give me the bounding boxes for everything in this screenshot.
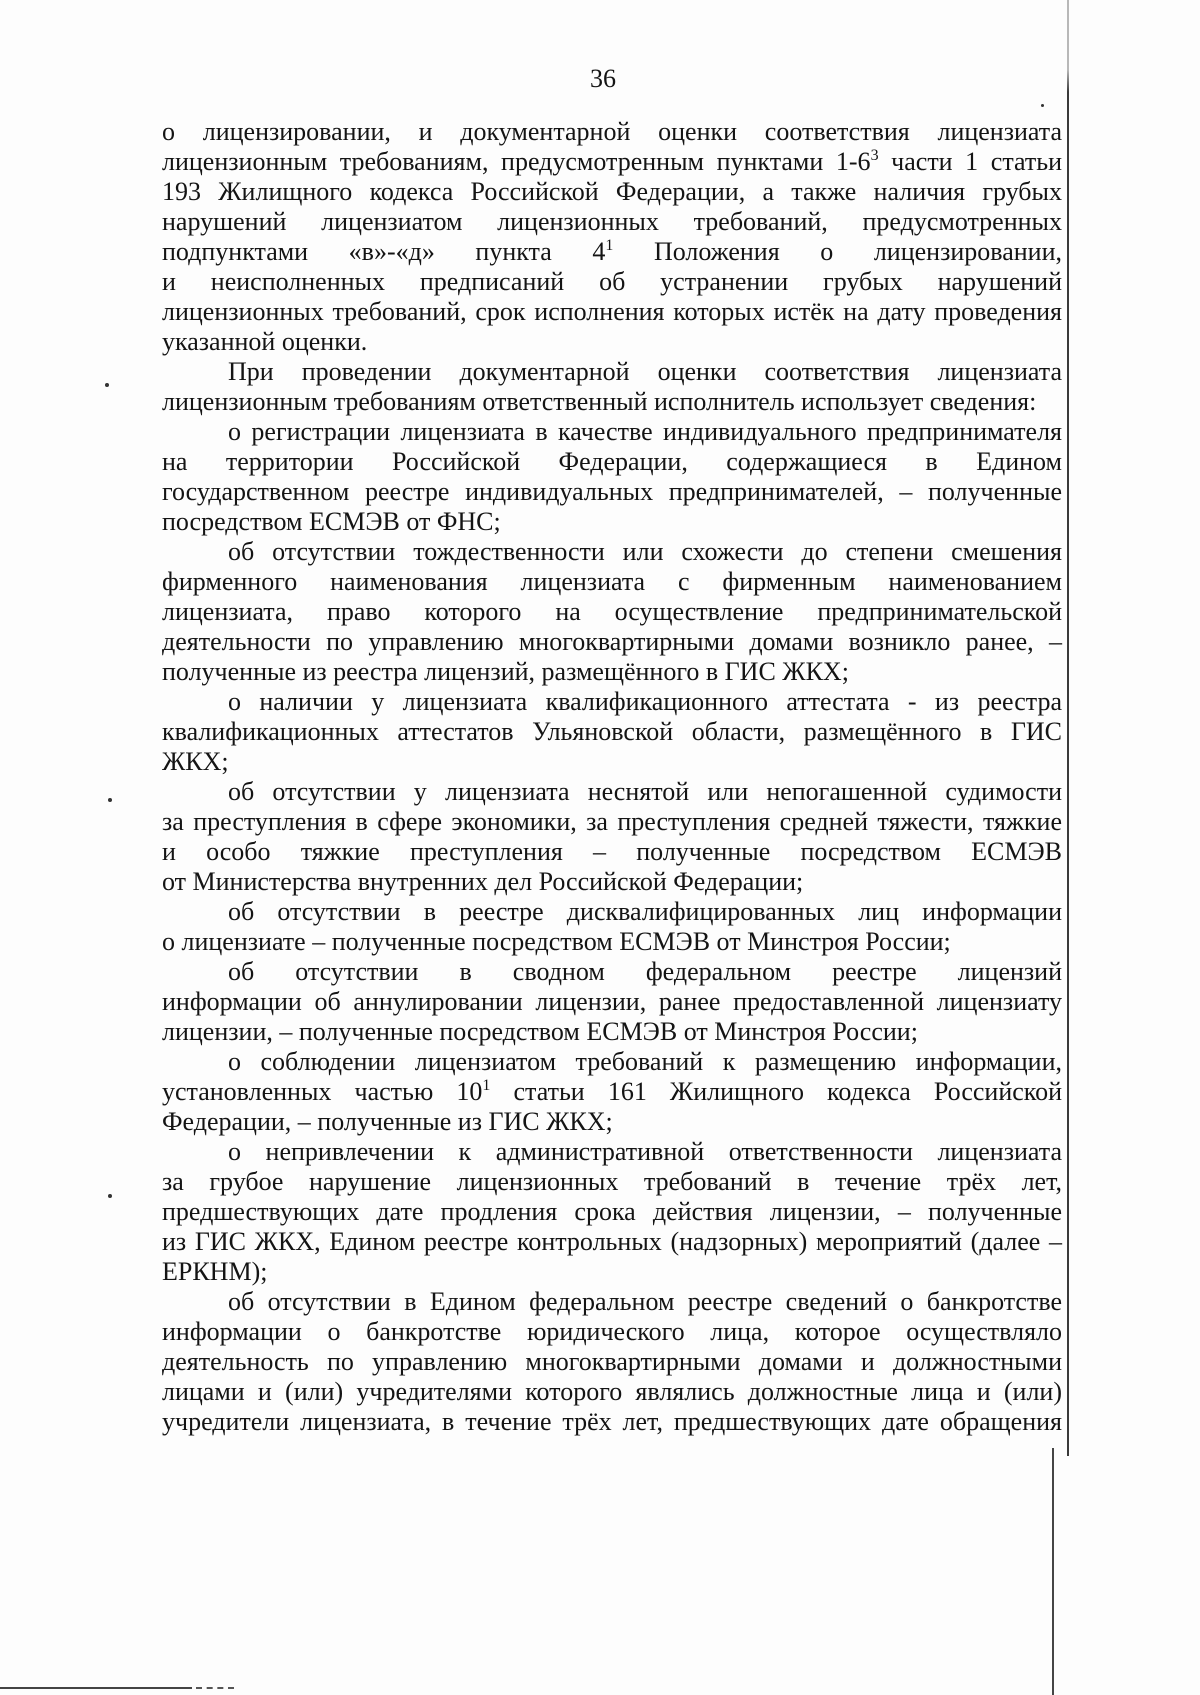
page-number: 36: [590, 64, 616, 93]
text-segment: на территории Российской Федерации, содержащиеся в Едином: [162, 447, 1062, 476]
paragraph: [162, 897, 1062, 957]
paragraph: [162, 1047, 1062, 1137]
text-segment: о непривлечении к административной ответственности лицензиата: [228, 1137, 1062, 1166]
text-segment: об отсутствии тождественности или схожести до степени смешения: [228, 537, 1062, 566]
paragraph: [162, 417, 1062, 537]
paragraph: [162, 1287, 1062, 1437]
text-line: [162, 1167, 1062, 1197]
text-segment: квалификационных аттестатов Ульяновской области, размещённого в ГИС: [162, 717, 1062, 746]
text-line: [162, 687, 1062, 717]
text-line: [162, 1377, 1062, 1407]
text-line: [162, 1137, 1062, 1167]
text-line: [162, 1257, 1062, 1287]
text-segment: лицензиата, право которого на осуществление предпринимательской: [162, 597, 1062, 626]
superscript: 3: [870, 147, 879, 164]
text-segment: установленных частью 10: [162, 1077, 483, 1106]
paragraph: [162, 957, 1062, 1047]
text-segment: указанной оценки.: [162, 327, 368, 356]
text-segment: фирменного наименования лицензиата с фирменным наименованием: [162, 567, 1062, 596]
text-segment: и неисполненных предписаний об устранении грубых нарушений: [162, 267, 1062, 296]
text-segment: и особо тяжкие преступления – полученные посредством ЕСМЭВ: [162, 837, 1062, 866]
text-line: [162, 747, 1062, 777]
text-segment: лицензионным требованиям, предусмотренным пунктами 1-6: [162, 147, 871, 176]
text-line: [162, 447, 1062, 477]
text-line: [162, 837, 1062, 867]
text-segment: полученные из реестра лицензий, размещённого в ГИС ЖКХ;: [162, 657, 849, 686]
text-segment: 193 Жилищного кодекса Российской Федерации, а также наличия грубых: [162, 177, 1062, 206]
text-line: [162, 1317, 1062, 1347]
text-segment: статьи 161 Жилищного кодекса Российской: [490, 1077, 1062, 1106]
text-segment: от Министерства внутренних дел Российской Федерации;: [162, 867, 804, 896]
text-segment: о соблюдении лицензиатом требований к размещению информации,: [228, 1047, 1062, 1076]
superscript: 1: [482, 1077, 491, 1094]
paragraph: [162, 117, 1062, 357]
text-segment: информации о банкротстве юридического лица, которое осуществляло: [162, 1317, 1062, 1346]
text-segment: из ГИС ЖКХ, Едином реестре контрольных (надзорных) мероприятий (далее –: [162, 1227, 1062, 1256]
text-line: [162, 117, 1062, 147]
text-segment: посредством ЕСМЭВ от ФНС;: [162, 507, 501, 536]
text-line: [162, 327, 1062, 357]
text-segment: об отсутствии в сводном федеральном реестре лицензий: [228, 957, 1062, 986]
text-segment: учредители лицензиата, в течение трёх лет, предшествующих дате обращения: [162, 1407, 1062, 1436]
text-segment: При проведении документарной оценки соответствия лицензиата: [228, 357, 1062, 386]
text-line: [162, 297, 1062, 327]
body-text: [162, 117, 1062, 1437]
scan-edge-line: [1052, 1448, 1054, 1695]
text-segment: за грубое нарушение лицензионных требований в течение трёх лет,: [162, 1167, 1062, 1196]
text-segment: лицензии, – полученные посредством ЕСМЭВ от Минстроя России;: [162, 1017, 918, 1046]
text-line: [162, 1227, 1062, 1257]
text-segment: об отсутствии в реестре дисквалифицированных лиц информации: [228, 897, 1062, 926]
text-line: [162, 177, 1062, 207]
scan-bottom-rule: [0, 1687, 192, 1689]
text-line: [162, 1047, 1062, 1077]
scan-speck: [108, 798, 112, 802]
text-line: [162, 267, 1062, 297]
text-line: [162, 867, 1062, 897]
text-segment: государственном реестре индивидуальных предпринимателей, – полученные: [162, 477, 1062, 506]
text-segment: о лицензировании, и документарной оценки соответствия лицензиата: [162, 117, 1062, 146]
text-line: [162, 237, 1062, 267]
text-line: [162, 507, 1062, 537]
text-segment: о лицензиате – полученные посредством ЕСМЭВ от Минстроя России;: [162, 927, 951, 956]
text-segment: Федерации, – полученные из ГИС ЖКХ;: [162, 1107, 613, 1136]
text-line: [162, 987, 1062, 1017]
text-line: [162, 1197, 1062, 1227]
text-segment: ЕРКНМ);: [162, 1257, 268, 1286]
text-line: [162, 387, 1062, 417]
text-segment: подпунктами «в»-«д» пункта 4: [162, 237, 606, 266]
text-line: [162, 717, 1062, 747]
text-line: [162, 1407, 1062, 1437]
text-line: [162, 897, 1062, 927]
text-line: [162, 567, 1062, 597]
paragraph: [162, 1137, 1062, 1287]
text-segment: информации об аннулировании лицензии, ранее предоставленной лицензиату: [162, 987, 1062, 1016]
text-line: [162, 1077, 1062, 1107]
text-segment: за преступления в сфере экономики, за преступления средней тяжести, тяжкие: [162, 807, 1062, 836]
scan-bottom-rule: [196, 1687, 234, 1689]
scan-speck: [1041, 104, 1044, 107]
paragraph: [162, 777, 1062, 897]
text-segment: об отсутствии в Едином федеральном реестре сведений о банкротстве: [228, 1287, 1062, 1316]
text-segment: ЖКХ;: [162, 747, 229, 776]
text-line: [162, 147, 1062, 177]
text-line: [162, 1347, 1062, 1377]
text-line: [162, 927, 1062, 957]
superscript: 1: [605, 237, 614, 254]
text-line: [162, 657, 1062, 687]
scan-speck: [105, 383, 109, 387]
text-segment: предшествующих дате продления срока действия лицензии, – полученные: [162, 1197, 1062, 1226]
text-segment: о наличии у лицензиата квалификационного аттестата - из реестра: [228, 687, 1062, 716]
text-line: [162, 357, 1062, 387]
text-line: [162, 207, 1062, 237]
text-segment: Положения о лицензировании,: [613, 237, 1062, 266]
text-segment: о регистрации лицензиата в качестве индивидуального предпринимателя: [228, 417, 1062, 446]
text-line: [162, 537, 1062, 567]
text-segment: нарушений лицензиатом лицензионных требований, предусмотренных: [162, 207, 1062, 236]
text-line: [162, 807, 1062, 837]
text-segment: лицензионным требованиям ответственный исполнитель использует сведения:: [162, 387, 1037, 416]
text-line: [162, 1287, 1062, 1317]
paragraph: [162, 687, 1062, 777]
text-segment: лицами и (или) учредителями которого являлись должностные лица и (или): [162, 1377, 1062, 1406]
text-line: [162, 1107, 1062, 1137]
text-line: [162, 477, 1062, 507]
text-line: [162, 777, 1062, 807]
paragraph: [162, 357, 1062, 417]
text-line: [162, 597, 1062, 627]
text-segment: деятельности по управлению многоквартирными домами возникло ранее, –: [162, 627, 1062, 656]
text-line: [162, 1017, 1062, 1047]
text-segment: деятельность по управлению многоквартирными домами и должностными: [162, 1347, 1062, 1376]
paragraph: [162, 537, 1062, 687]
scan-speck: [108, 1194, 112, 1198]
text-segment: части 1 статьи: [878, 147, 1062, 176]
text-segment: лицензионных требований, срок исполнения которых истёк на дату проведения: [162, 297, 1062, 326]
text-segment: об отсутствии у лицензиата неснятой или непогашенной судимости: [228, 777, 1062, 806]
text-line: [162, 957, 1062, 987]
text-line: [162, 417, 1062, 447]
text-line: [162, 627, 1062, 657]
scan-edge-line: [1067, 0, 1069, 1456]
